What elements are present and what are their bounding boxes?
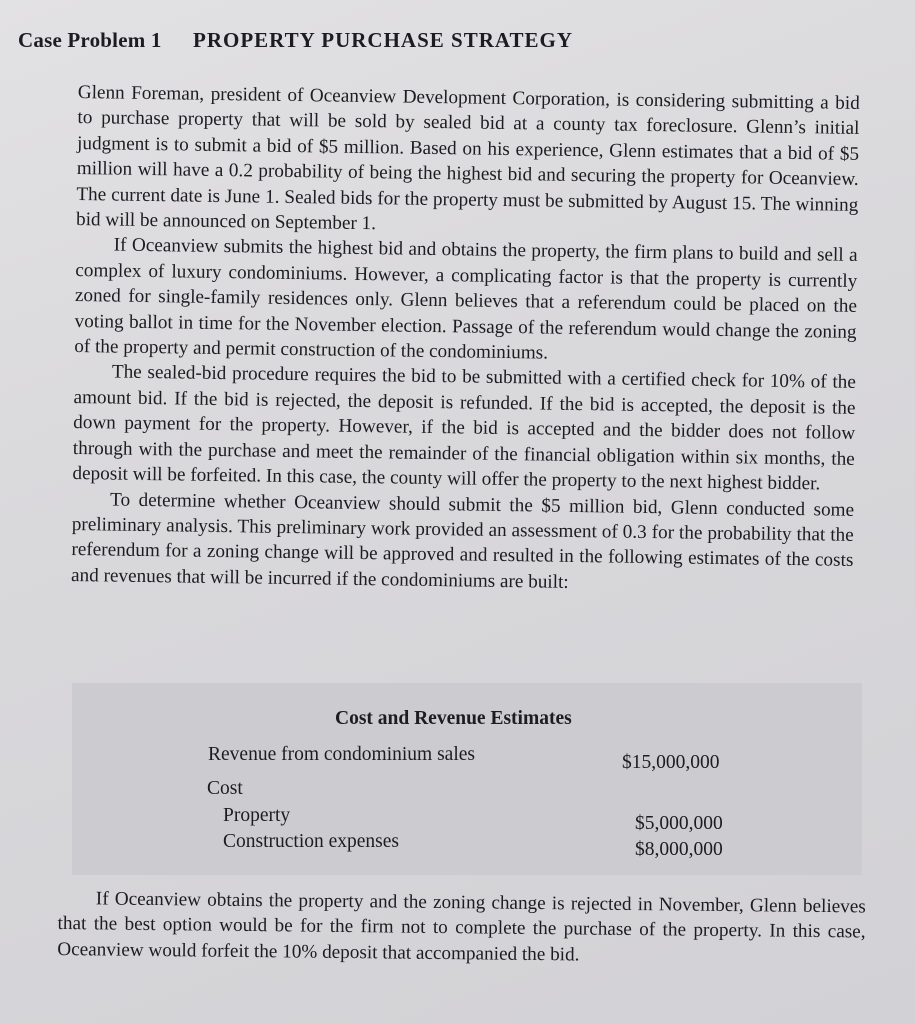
case-problem-label: Case Problem 1 — [18, 28, 162, 52]
construction-label: Construction expenses — [223, 831, 400, 852]
paragraph-closing: If Oceanview obtains the property and the zoning change is rejected in November, Glenn believes that the best option would be for the firm not to complete the purchase of the property. In this case, Oceanview would forfeit the 10% deposit that accompanied the bid. — [57, 888, 866, 966]
paragraph-zoning: If Oceanview submits the highest bid and obtains the property, the firm plans to build and sell a complex of luxury condominiums. However, a complicating factor is that the property is currently zoned for single-family residences only. Glenn believes that a referendum could be placed on the voting ballot in time for the November election. Passage of the referendum would change the zoning of the property and permit construction of the condominiums. — [74, 234, 858, 364]
case-body — [71, 80, 860, 599]
paragraph-intro: Glenn Foreman, president of Oceanview Development Corporation, is considering submitting a bid to purchase property that will be sold by sealed bid at a county tax foreclosure. Glenn’s initial judgment is to submit a bid of $5 million. Based on his experience, Glenn estimates that a bid of $5 million will have a 0.2 probability of being the highest bid and securing the property for Oceanview. The current date is June 1. Sealed bids for the property must be submitted by August 15. The winning bid will be announced on September 1. — [75, 81, 860, 235]
cost-label: Cost — [207, 778, 243, 799]
estimates-table-title: Cost and Revenue Estimates — [335, 708, 572, 729]
construction-value: $8,000,000 — [635, 839, 723, 860]
revenue-value: $15,000,000 — [622, 752, 720, 773]
case-problem-header — [18, 28, 573, 53]
property-label: Property — [223, 805, 291, 826]
paragraph-sealed-bid: The sealed-bid procedure requires the bid to be submitted with a certified check for 10% of the amount bid. If the bid is rejected, the deposit is refunded. If the bid is accepted, the deposit is the down payment for the property. However, if the bid is accepted and the bidder does not follow through with the purchase and meet the remainder of the financial obligation within six months, the deposit will be forfeited. In this case, the county will offer the property to the next highest bidder. — [72, 361, 856, 495]
revenue-label: Revenue from condominium sales — [208, 744, 475, 765]
case-problem-title: PROPERTY PURCHASE STRATEGY — [193, 28, 573, 52]
property-value: $5,000,000 — [635, 813, 723, 834]
paragraph-analysis: To determine whether Oceanview should submit the $5 million bid, Glenn conducted some preliminary analysis. This preliminary work provided an assessment of 0.3 for the probability that the referendum for a zoning change will be approved and resulted in the following estimates of the costs and revenues that will be incurred if the condominiums are built: — [70, 488, 855, 593]
closing-text — [57, 886, 866, 971]
